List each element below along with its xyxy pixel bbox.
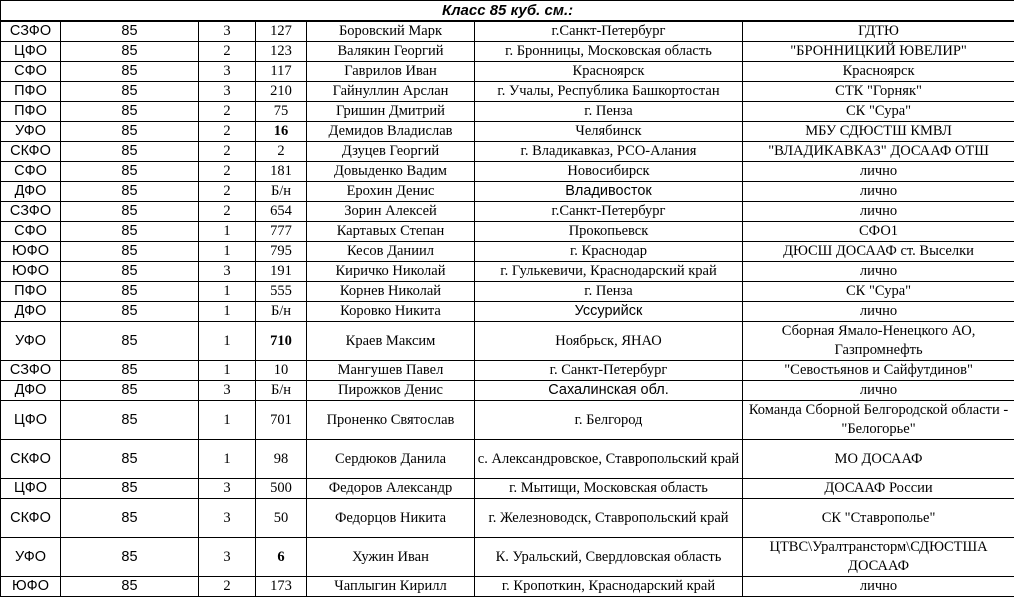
- district-cell: УФО: [1, 538, 61, 577]
- city-cell: г. Учалы, Республика Башкортостан: [475, 82, 743, 102]
- number-cell: 795: [256, 242, 307, 262]
- team-cell: лично: [743, 262, 1014, 282]
- district-cell: ЮФО: [1, 262, 61, 282]
- table-row: [1, 361, 1014, 381]
- table-row: [1, 242, 1014, 262]
- class-cell: 85: [61, 440, 199, 479]
- table-row: [1, 62, 1014, 82]
- team-cell: МО ДОСААФ: [743, 440, 1014, 479]
- group-cell: 1: [199, 440, 256, 479]
- team-cell: МБУ СДЮСТШ КМВЛ: [743, 122, 1014, 142]
- table-row: [1, 322, 1014, 361]
- number-cell: 500: [256, 479, 307, 499]
- team-cell: "Севостьянов и Сайфутдинов": [743, 361, 1014, 381]
- group-cell: 1: [199, 282, 256, 302]
- district-cell: СФО: [1, 162, 61, 182]
- team-cell: лично: [743, 202, 1014, 222]
- city-cell: г. Краснодар: [475, 242, 743, 262]
- name-cell: Мангушев Павел: [307, 361, 475, 381]
- class-cell: 85: [61, 381, 199, 401]
- number-cell: 10: [256, 361, 307, 381]
- group-cell: 3: [199, 21, 256, 42]
- class-cell: 85: [61, 262, 199, 282]
- class-cell: 85: [61, 282, 199, 302]
- team-cell: "БРОННИЦКИЙ ЮВЕЛИР": [743, 42, 1014, 62]
- district-cell: ЦФО: [1, 479, 61, 499]
- table-row: [1, 262, 1014, 282]
- city-cell: Владивосток: [475, 182, 743, 202]
- district-cell: ПФО: [1, 102, 61, 122]
- city-cell: Уссурийск: [475, 302, 743, 322]
- name-cell: Гаврилов Иван: [307, 62, 475, 82]
- group-cell: 3: [199, 499, 256, 538]
- table-row: [1, 82, 1014, 102]
- city-cell: г.Санкт-Петербург: [475, 21, 743, 42]
- group-cell: 2: [199, 577, 256, 597]
- city-cell: г. Пенза: [475, 102, 743, 122]
- team-cell: СТК "Горняк": [743, 82, 1014, 102]
- district-cell: СКФО: [1, 440, 61, 479]
- class-cell: 85: [61, 222, 199, 242]
- team-cell: Красноярск: [743, 62, 1014, 82]
- team-cell: ДЮСШ ДОСААФ ст. Выселки: [743, 242, 1014, 262]
- district-cell: ПФО: [1, 282, 61, 302]
- table-row: [1, 122, 1014, 142]
- city-cell: г. Бронницы, Московская область: [475, 42, 743, 62]
- number-cell: 16: [256, 122, 307, 142]
- name-cell: Демидов Владислав: [307, 122, 475, 142]
- city-cell: г. Белгород: [475, 401, 743, 440]
- class-cell: 85: [61, 499, 199, 538]
- team-cell: Команда Сборной Белгородской области - "Белогорье": [743, 401, 1014, 440]
- table-row: [1, 302, 1014, 322]
- number-cell: 117: [256, 62, 307, 82]
- team-cell: "ВЛАДИКАВКАЗ" ДОСААФ ОТШ: [743, 142, 1014, 162]
- group-cell: 1: [199, 222, 256, 242]
- city-cell: г.Санкт-Петербург: [475, 202, 743, 222]
- name-cell: Киричко Николай: [307, 262, 475, 282]
- city-cell: г. Владикавказ, РСО-Алания: [475, 142, 743, 162]
- group-cell: 2: [199, 102, 256, 122]
- number-cell: Б/н: [256, 381, 307, 401]
- group-cell: 1: [199, 401, 256, 440]
- group-cell: 3: [199, 62, 256, 82]
- team-cell: лично: [743, 162, 1014, 182]
- name-cell: Боровский Марк: [307, 21, 475, 42]
- district-cell: ДФО: [1, 302, 61, 322]
- name-cell: Хужин Иван: [307, 538, 475, 577]
- number-cell: Б/н: [256, 182, 307, 202]
- table-row: [1, 42, 1014, 62]
- table-row: [1, 577, 1014, 597]
- team-cell: лично: [743, 302, 1014, 322]
- table-row: [1, 142, 1014, 162]
- table-row: [1, 102, 1014, 122]
- number-cell: 50: [256, 499, 307, 538]
- table-title-row: [1, 1, 1014, 22]
- team-cell: лично: [743, 381, 1014, 401]
- city-cell: К. Уральский, Свердловская область: [475, 538, 743, 577]
- name-cell: Валякин Георгий: [307, 42, 475, 62]
- name-cell: Чаплыгин Кирилл: [307, 577, 475, 597]
- number-cell: 75: [256, 102, 307, 122]
- class-cell: 85: [61, 322, 199, 361]
- number-cell: 98: [256, 440, 307, 479]
- group-cell: 2: [199, 122, 256, 142]
- city-cell: Прокопьевск: [475, 222, 743, 242]
- name-cell: Корнев Николай: [307, 282, 475, 302]
- table-row: [1, 440, 1014, 479]
- number-cell: 173: [256, 577, 307, 597]
- group-cell: 1: [199, 242, 256, 262]
- number-cell: 123: [256, 42, 307, 62]
- city-cell: Новосибирск: [475, 162, 743, 182]
- number-cell: 777: [256, 222, 307, 242]
- class-cell: 85: [61, 361, 199, 381]
- group-cell: 2: [199, 202, 256, 222]
- district-cell: ДФО: [1, 182, 61, 202]
- district-cell: СЗФО: [1, 21, 61, 42]
- name-cell: Пирожков Денис: [307, 381, 475, 401]
- district-cell: УФО: [1, 322, 61, 361]
- name-cell: Дзуцев Георгий: [307, 142, 475, 162]
- district-cell: СЗФО: [1, 361, 61, 381]
- table-row: [1, 282, 1014, 302]
- name-cell: Сердюков Данила: [307, 440, 475, 479]
- name-cell: Довыденко Вадим: [307, 162, 475, 182]
- district-cell: ЮФО: [1, 577, 61, 597]
- city-cell: г. Пенза: [475, 282, 743, 302]
- table-row: [1, 162, 1014, 182]
- group-cell: 1: [199, 361, 256, 381]
- team-cell: ЦТВС\Уралтрансторм\СДЮСТША ДОСААФ: [743, 538, 1014, 577]
- team-cell: СК "Сура": [743, 102, 1014, 122]
- group-cell: 3: [199, 262, 256, 282]
- district-cell: ЮФО: [1, 242, 61, 262]
- table-title: Класс 85 куб. см.:: [1, 1, 1014, 22]
- class-cell: 85: [61, 302, 199, 322]
- class-cell: 85: [61, 538, 199, 577]
- team-cell: СК "Сура": [743, 282, 1014, 302]
- team-cell: СФО1: [743, 222, 1014, 242]
- city-cell: Челябинск: [475, 122, 743, 142]
- group-cell: 2: [199, 162, 256, 182]
- district-cell: СКФО: [1, 142, 61, 162]
- table-row: [1, 182, 1014, 202]
- district-cell: ПФО: [1, 82, 61, 102]
- number-cell: 555: [256, 282, 307, 302]
- number-cell: 127: [256, 21, 307, 42]
- district-cell: ЦФО: [1, 401, 61, 440]
- number-cell: 654: [256, 202, 307, 222]
- table-row: [1, 21, 1014, 42]
- group-cell: 1: [199, 302, 256, 322]
- city-cell: г. Гулькевичи, Краснодарский край: [475, 262, 743, 282]
- table-row: [1, 499, 1014, 538]
- city-cell: Красноярск: [475, 62, 743, 82]
- district-cell: СФО: [1, 222, 61, 242]
- group-cell: 3: [199, 479, 256, 499]
- team-cell: ГДТЮ: [743, 21, 1014, 42]
- district-cell: СЗФО: [1, 202, 61, 222]
- class-cell: 85: [61, 102, 199, 122]
- class-cell: 85: [61, 577, 199, 597]
- district-cell: УФО: [1, 122, 61, 142]
- group-cell: 3: [199, 381, 256, 401]
- class-cell: 85: [61, 142, 199, 162]
- city-cell: г. Санкт-Петербург: [475, 361, 743, 381]
- class-cell: 85: [61, 202, 199, 222]
- table-row: [1, 202, 1014, 222]
- number-cell: 210: [256, 82, 307, 102]
- group-cell: 2: [199, 142, 256, 162]
- name-cell: Ерохин Денис: [307, 182, 475, 202]
- team-cell: лично: [743, 182, 1014, 202]
- name-cell: Гайнуллин Арслан: [307, 82, 475, 102]
- name-cell: Кесов Даниил: [307, 242, 475, 262]
- name-cell: Федоров Александр: [307, 479, 475, 499]
- class-cell: 85: [61, 242, 199, 262]
- group-cell: 1: [199, 322, 256, 361]
- class-cell: 85: [61, 62, 199, 82]
- table-row: [1, 401, 1014, 440]
- group-cell: 3: [199, 538, 256, 577]
- number-cell: 181: [256, 162, 307, 182]
- class-cell: 85: [61, 162, 199, 182]
- table-row: [1, 381, 1014, 401]
- table-row: [1, 479, 1014, 499]
- class-cell: 85: [61, 21, 199, 42]
- class-cell: 85: [61, 401, 199, 440]
- city-cell: Сахалинская обл.: [475, 381, 743, 401]
- name-cell: Картавых Степан: [307, 222, 475, 242]
- city-cell: г. Кропоткин, Краснодарский край: [475, 577, 743, 597]
- number-cell: 701: [256, 401, 307, 440]
- district-cell: СФО: [1, 62, 61, 82]
- name-cell: Гришин Дмитрий: [307, 102, 475, 122]
- number-cell: 2: [256, 142, 307, 162]
- class-cell: 85: [61, 42, 199, 62]
- name-cell: Коровко Никита: [307, 302, 475, 322]
- class-cell: 85: [61, 122, 199, 142]
- name-cell: Краев Максим: [307, 322, 475, 361]
- table-row: [1, 538, 1014, 577]
- number-cell: 710: [256, 322, 307, 361]
- city-cell: г. Мытищи, Московская область: [475, 479, 743, 499]
- team-cell: СК "Ставрополье": [743, 499, 1014, 538]
- number-cell: 191: [256, 262, 307, 282]
- city-cell: с. Александровское, Ставропольский край: [475, 440, 743, 479]
- name-cell: Зорин Алексей: [307, 202, 475, 222]
- name-cell: Проненко Святослав: [307, 401, 475, 440]
- district-cell: ЦФО: [1, 42, 61, 62]
- city-cell: г. Железноводск, Ставропольский край: [475, 499, 743, 538]
- group-cell: 3: [199, 82, 256, 102]
- number-cell: 6: [256, 538, 307, 577]
- table-row: [1, 222, 1014, 242]
- district-cell: ДФО: [1, 381, 61, 401]
- district-cell: СКФО: [1, 499, 61, 538]
- class-cell: 85: [61, 182, 199, 202]
- team-cell: Сборная Ямало-Ненецкого АО, Газпромнефть: [743, 322, 1014, 361]
- team-cell: ДОСААФ России: [743, 479, 1014, 499]
- number-cell: Б/н: [256, 302, 307, 322]
- city-cell: Ноябрьск, ЯНАО: [475, 322, 743, 361]
- group-cell: 2: [199, 42, 256, 62]
- class-cell: 85: [61, 82, 199, 102]
- group-cell: 2: [199, 182, 256, 202]
- class-cell: 85: [61, 479, 199, 499]
- name-cell: Федорцов Никита: [307, 499, 475, 538]
- team-cell: лично: [743, 577, 1014, 597]
